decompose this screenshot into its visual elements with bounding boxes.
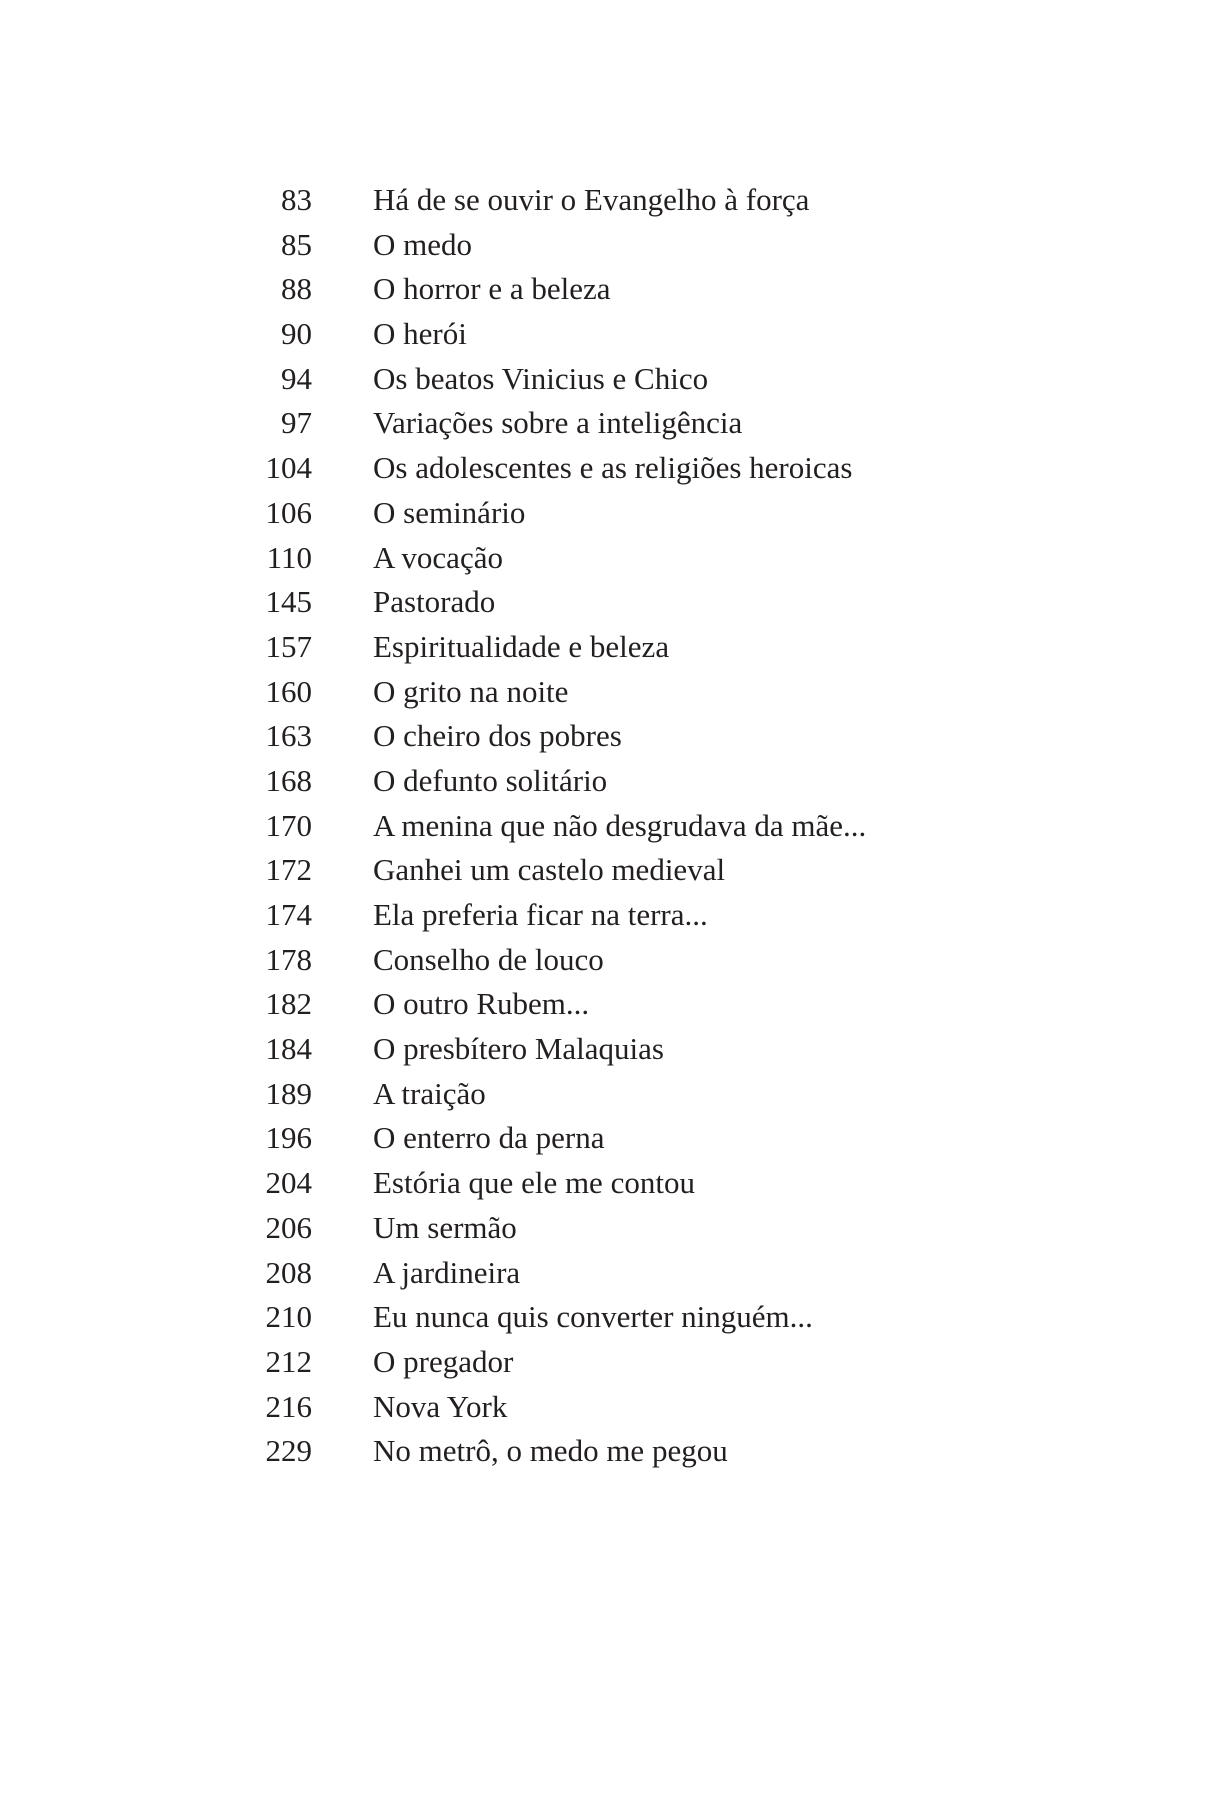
toc-entry [0, 804, 1232, 849]
toc-page-number: 90 [281, 316, 312, 352]
toc-page-number: 168 [265, 762, 312, 798]
toc-page-number: 182 [265, 986, 312, 1022]
toc-title: O horror e a beleza [373, 271, 611, 307]
toc-entry [0, 1072, 1232, 1117]
toc-entry [0, 625, 1232, 670]
toc-page-number: 184 [265, 1031, 312, 1067]
toc-title: Há de se ouvir o Evangelho à força [373, 182, 810, 217]
toc-entry [0, 1429, 1232, 1474]
toc-title: O outro Rubem... [373, 986, 590, 1022]
toc-title: Conselho de louco [373, 941, 604, 977]
toc-title: O seminário [373, 494, 526, 530]
toc-entry [0, 670, 1232, 715]
toc-title: Variações sobre a inteligência [373, 405, 743, 441]
toc-title: O herói [373, 316, 467, 352]
toc-page-number: 145 [265, 584, 312, 620]
toc-page-number: 212 [265, 1343, 312, 1379]
toc-entry [0, 848, 1232, 893]
toc-entry [0, 1116, 1232, 1161]
toc-entry [0, 1251, 1232, 1296]
toc-entry [0, 223, 1232, 268]
toc-page-number: 174 [265, 897, 312, 932]
toc-entry [0, 893, 1232, 938]
toc-title: O enterro da perna [373, 1120, 605, 1156]
toc-entry [0, 267, 1232, 312]
toc-title: O cheiro dos pobres [373, 718, 622, 754]
toc-page-number: 189 [265, 1075, 312, 1111]
toc-page-number: 163 [265, 718, 312, 754]
toc-page-number: 97 [281, 405, 312, 441]
toc-title: No metrô, o medo me pegou [373, 1433, 728, 1469]
toc-entry [0, 759, 1232, 804]
toc-entry [0, 1027, 1232, 1072]
toc-entry [0, 714, 1232, 759]
toc-title: A menina que não desgrudava da mãe... [373, 807, 867, 843]
table-of-contents [0, 178, 1232, 1474]
toc-page-number: 160 [265, 673, 312, 709]
toc-page-number: 110 [266, 539, 312, 575]
toc-title: A vocação [373, 539, 503, 575]
toc-entry [0, 1161, 1232, 1206]
toc-title: A traição [373, 1075, 486, 1111]
toc-page-number: 204 [265, 1165, 312, 1201]
toc-page-number: 208 [265, 1254, 312, 1290]
toc-page-number: 210 [265, 1299, 312, 1335]
toc-page-number: 170 [265, 807, 312, 843]
toc-entry [0, 1295, 1232, 1340]
toc-page-number: 172 [265, 852, 312, 888]
toc-title: Ganhei um castelo medieval [373, 852, 726, 888]
toc-entry [0, 401, 1232, 446]
toc-entry [0, 1385, 1232, 1430]
toc-entry [0, 446, 1232, 491]
toc-entry [0, 1340, 1232, 1385]
toc-page-number: 94 [281, 360, 312, 396]
toc-page-number: 178 [265, 941, 312, 977]
toc-title: Eu nunca quis converter ninguém... [373, 1299, 813, 1335]
toc-page-number: 157 [265, 628, 312, 664]
toc-title: Os beatos Vinicius e Chico [373, 360, 709, 396]
toc-title: Nova York [373, 1388, 508, 1424]
toc-title: Pastorado [373, 584, 496, 620]
toc-entry [0, 938, 1232, 983]
toc-title: O presbítero Malaquias [373, 1031, 664, 1067]
toc-page-number: 83 [281, 182, 312, 217]
toc-entry [0, 491, 1232, 536]
toc-page-number: 206 [265, 1209, 312, 1245]
toc-page-number: 229 [265, 1433, 312, 1469]
toc-entry [0, 1206, 1232, 1251]
toc-entry [0, 312, 1232, 357]
toc-title: Espiritualidade e beleza [373, 628, 670, 664]
toc-page-number: 104 [265, 450, 312, 486]
toc-title: Um sermão [373, 1209, 517, 1245]
toc-page-number: 88 [281, 271, 312, 307]
toc-entry [0, 178, 1232, 223]
toc-title: Os adolescentes e as religiões heroicas [373, 450, 853, 486]
toc-title: A jardineira [373, 1254, 521, 1290]
toc-page-number: 85 [281, 226, 312, 262]
toc-title: O pregador [373, 1343, 514, 1379]
toc-title: Estória que ele me contou [373, 1165, 695, 1201]
toc-entry [0, 536, 1232, 581]
toc-title: O grito na noite [373, 673, 569, 709]
toc-page-number: 106 [265, 494, 312, 530]
toc-entry [0, 357, 1232, 402]
toc-page-number: 196 [265, 1120, 312, 1156]
toc-title: O defunto solitário [373, 762, 608, 798]
toc-title: Ela preferia ficar na terra... [373, 897, 708, 932]
toc-entry [0, 982, 1232, 1027]
toc-entry [0, 580, 1232, 625]
toc-title: O medo [373, 226, 473, 262]
toc-page-number: 216 [265, 1388, 312, 1424]
